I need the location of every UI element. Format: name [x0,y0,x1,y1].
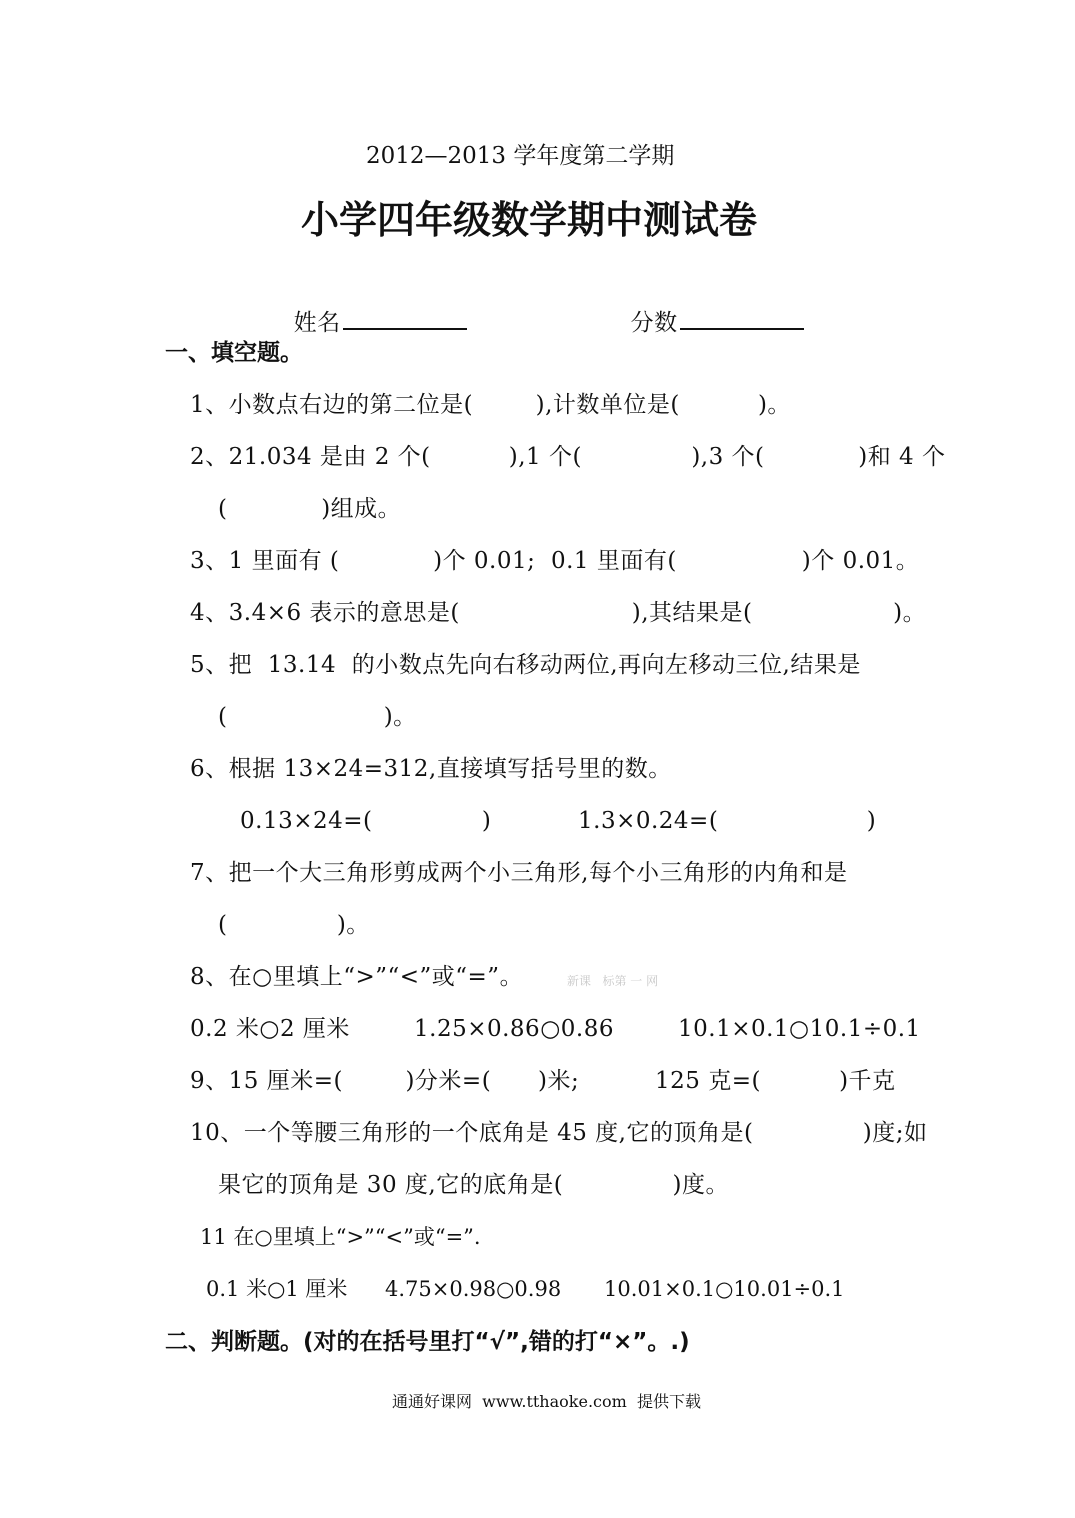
section2-heading: 二、判断题。(对的在括号里打“√”,错的打“×”。.) [165,1329,690,1355]
score-label: 分数 [630,310,678,336]
question-6-item-b: 1.3×0.24=( ) [578,808,877,834]
question-8-item-a: 0.2 米○2 厘米 [190,1016,350,1042]
footer-download-note: 通通好课网 www.tthaoke.com 提供下载 [392,1392,701,1411]
name-label: 姓名 [293,310,341,336]
question-9-part-b: 125 克=( )千克 [655,1068,896,1094]
question-11-item-c: 10.01×0.1○10.01÷0.1 [604,1277,845,1301]
score-field[interactable] [615,285,804,335]
name-field[interactable] [278,285,467,335]
question-6: 6、根据 13×24=312,直接填写括号里的数。 [190,756,672,782]
watermark-text: 新课 标第 一 网 [567,974,659,988]
exam-title: 小学四年级数学期中测试卷 [301,198,758,242]
question-6-item-a: 0.13×24=( ) [240,808,492,834]
question-8: 8、在○里填上“>”“<”或“=”。 [190,964,524,990]
question-2-line-1: 2、21.034 是由 2 个( ),1 个( ),3 个( )和 4 个 [190,444,946,470]
question-5-line-2: ( )。 [218,704,417,730]
question-10-line-2: 果它的顶角是 30 度,它的底角是( )度。 [218,1172,730,1198]
question-7-line-2: ( )。 [218,912,370,938]
question-4: 4、3.4×6 表示的意思是( ),其结果是( )。 [190,600,927,626]
question-7-line-1: 7、把一个大三角形剪成两个小三角形,每个小三角形的内角和是 [190,860,848,886]
question-10-line-1: 10、一个等腰三角形的一个底角是 45 度,它的顶角是( )度;如 [190,1120,928,1146]
section1-heading: 一、填空题。 [165,340,303,366]
question-8-item-c: 10.1×0.1○10.1÷0.1 [678,1016,921,1042]
question-8-item-b: 1.25×0.86○0.86 [414,1016,614,1042]
question-11: 11 在○里填上“>”“<”或“=”. [200,1225,481,1249]
exam-subtitle: 2012—2013 学年度第二学期 [366,143,675,169]
question-5-line-1: 5、把 13.14 的小数点先向右移动两位,再向左移动三位,结果是 [190,652,861,678]
question-3: 3、1 里面有 ( )个 0.01; 0.1 里面有( )个 0.01。 [190,548,920,574]
question-11-item-a: 0.1 米○1 厘米 [206,1277,348,1301]
score-blank-line[interactable] [680,308,804,330]
question-11-item-b: 4.75×0.98○0.98 [385,1277,562,1301]
question-2-line-2: ( )组成。 [218,496,402,522]
name-blank-line[interactable] [343,308,467,330]
question-9-part-a: 9、15 厘米=( )分米=( )米; [190,1068,580,1094]
question-1: 1、小数点右边的第二位是( ),计数单位是( )。 [190,392,791,418]
